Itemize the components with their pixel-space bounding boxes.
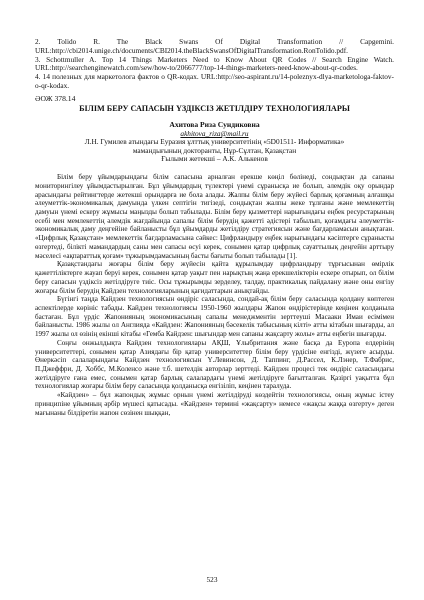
affiliation-line: мамандығының докторанты, Нұр-Сұлтан, Қазақстан (132, 145, 297, 155)
reference-item: 3. Schottmuller A. Top 14 Things Marketers Need to Know About QR Codes // Search Engine Watch. URL:http://searchenginewatch.com/sew/how-to/2066777/top-14-things-marketers-need-know-about-qr-codes. (35, 54, 394, 73)
author-email[interactable]: akhitova_riza@mail.ru (180, 128, 249, 138)
page-number: 523 (206, 575, 218, 584)
body-paragraph: Білім беру ұйымдарындағы білім сапасына арналған ерекше көңіл бөлінеді, сондықтан да сапаны мониторингілеу ұйымдастырылған. Бұл ұйымдардың түлектері үнемі сұранысқа ие болып, әлемдік оқу орындар арасындағы рейтингтерде жетекші орындарға ие бола алады. Жалпы білім беру жүйесі барлық қоғамның алғашқы әлеуметтік-экономикалық дамуында үлкен септігін тигізеді, сондықтан жалпы жеке тұлғаны және мемлекеттің дамуын үнемі ескеру жұмысы маңызды болып табылады. Білім беру қызметтері нарығындағы еңбек ресурстарының есебі мен мемлекеттің әлемдік жағдайында сапалы білім берудің қажетті әдістері табылып, қоғамдағы әлеуметтік-экономикалық даму деңгейіне байланысты бұл ұйымдарды жетілдіру стратегиясын және бағдарламасын анықтаған. «Цифрлық Қазақстан» мемлекеттік бағдарламасына сәйкес: Цифрландыру еңбек нарығындағы кәсіптерге сұранысты өзгертеді, білікті мамандардың саны мен сапасы өсуі керек, сонымен қатар цифрлық сауаттылық деңгейін арттыру мәселесі «ақпараттық қоғам» тұжырымдамасының басты бағыты болып табылады [1]. (35, 173, 394, 260)
article-title: БІЛІМ БЕРУ САПАСЫН ҮЗДІКСІЗ ЖЕТІЛДІРУ ТЕХНОЛОГИЯЛАРЫ (79, 103, 350, 113)
body-paragraph: «Кайдзен» – бұл жапондық жұмыс орнын үнемі жетілдіруді көздейтін технологиясы, оның жұмыс істеу принципіне ұйымның әрбір мүшесі қатысады. «Кайдзен» термині «жақсарту» немесе «жақсы жаққа өзгерту» деген мағынаны білдіретін жапон сөзінен шыққан, (35, 391, 394, 417)
reference-item: 2. Tolido R. The Black Swans Of Digital Transformation // Capgemini. URL:http://cbi2014.unige.ch/documents/CBI2014.theBlackSwansOfDigitalTransformation.RonTolido.pdf. (35, 37, 394, 55)
body-paragraph: Соңғы онжылдықта Кайдзен технологиялары АҚШ, Ұлыбритания және басқа да Еуропа елдерінің университеттері, сонымен қатар Азиядағы бір қатар университеттер білім беру үрдісіне енгізді, жүзеге асырды. Өнеркәсіп салаларындағы Кайдзен технологиясын Ү.Левинсон, Д. Таппинг, Д.Рассел, К.Лэнер, Т.Фабрис, П.Джеффри, Д. Хоббс, М.Коленсо және т.б. шетелдік авторлар зерттеді. Кайдзен процесі тек өндіріс саласындағы жетілдіруге ғана емес, сонымен қатар барлық салалардағы үнемі жетілдіруге бағытталған. Қазіргі уақытта бұл технологиялар жоғары білім беру саласында қолданысқа енгізіліп, кеңінен таралуда. (35, 338, 394, 391)
udc-code: ӘОЖ 378.14 (35, 93, 76, 103)
body-paragraph: Қазақстандағы жоғары білім беру жүйесін қайта құрылымдау цифрландыру тұрғысынан өмірлік қажеттіліктерге жауап беруі керек, сонымен қатар уақыт пен нарықтың жаңа ерекшеліктерін ескере отырып, ол білім беру сапасын үздіксіз жетілдіруге тиіс. Осы тұжырымды зерделеу, талдау, практикалық пайдалану және оны енгізу жоғары білім берудің Кайдзен технологияларының қағидаттарын анықтайды. (35, 260, 394, 295)
reference-list (35, 38, 394, 91)
author-name: Ахитова Риза Сундиковна (169, 119, 260, 129)
article-body (35, 173, 394, 417)
body-paragraph: Бүгінгі таңда Кайдзен технологиясын өндіріс саласында, сондай-ақ білім беру саласында қолдану көптеген аспектілерде көрініс табады. Кайдзен технологиясы 1950-1960 жылдары Жапон өндірістерінде кеңінен қолданыла бастаған. Бұл үрдіс Жапонияның экономикасының сапалы менеджментін зерттеуші Масааки Имаи есімімен байланысты. 1986 жылы ол Англияда «Кайдзен: Жапонияның бәсекелік табысының кілті» атты кітабын шығарды, ал 1997 жылы ол өзінің екінші кітабы «Гемба Кайдзен: шығындар мен сапаны жақсарту жолы» атты еңбегін шығарды. (35, 295, 394, 339)
affiliation-line: Л.Н. Гумилев атындағы Еуразия ұлттық университетінің «5D01511- Информатика» (84, 136, 345, 146)
supervisor-line: Ғылыми жетекші – А.К. Алькенов (161, 154, 268, 164)
reference-item: 4. 14 полезных для маркетолога фактов о QR-кодах. URL:http://seo-aspirant.ru/14-poleznyx-dlya-marketologa-faktov-o-qr-kodax. (35, 72, 394, 90)
